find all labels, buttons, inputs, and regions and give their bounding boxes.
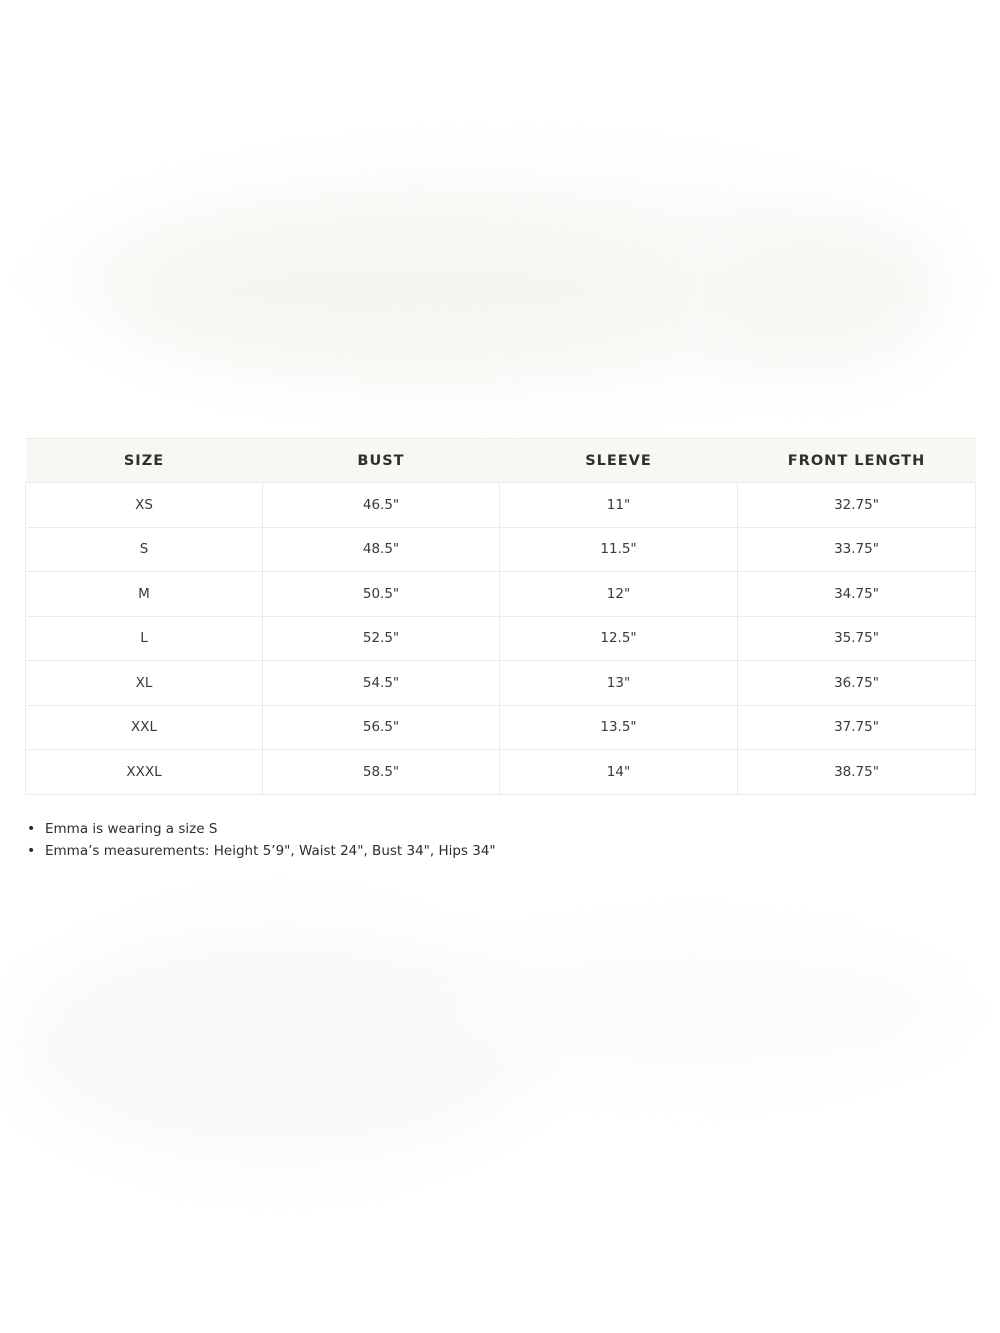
bust-cell: 54.5" bbox=[263, 661, 500, 706]
table-header-row bbox=[26, 439, 976, 483]
note-text: Emma is wearing a size S bbox=[45, 821, 218, 837]
size-cell: L bbox=[26, 616, 263, 661]
background-haze bbox=[430, 950, 950, 1070]
table-row bbox=[26, 616, 976, 661]
size-chart-table bbox=[25, 438, 976, 795]
front-length-cell: 34.75" bbox=[738, 572, 976, 617]
size-cell: M bbox=[26, 572, 263, 617]
bust-cell: 52.5" bbox=[263, 616, 500, 661]
column-header-front-length: FRONT LENGTH bbox=[738, 439, 976, 483]
table-row bbox=[26, 705, 976, 750]
sleeve-cell: 13" bbox=[500, 661, 738, 706]
table-row bbox=[26, 527, 976, 572]
bust-cell: 48.5" bbox=[263, 527, 500, 572]
bust-cell: 50.5" bbox=[263, 572, 500, 617]
sleeve-cell: 13.5" bbox=[500, 705, 738, 750]
table-row bbox=[26, 483, 976, 528]
bust-cell: 58.5" bbox=[263, 750, 500, 795]
sleeve-cell: 12.5" bbox=[500, 616, 738, 661]
size-cell: XXXL bbox=[26, 750, 263, 795]
model-notes-list bbox=[25, 818, 496, 862]
front-length-cell: 32.75" bbox=[738, 483, 976, 528]
front-length-cell: 33.75" bbox=[738, 527, 976, 572]
column-header-sleeve: SLEEVE bbox=[500, 439, 738, 483]
sleeve-cell: 14" bbox=[500, 750, 738, 795]
bullet-icon: • bbox=[27, 843, 36, 859]
background-haze bbox=[700, 225, 930, 365]
size-cell: XS bbox=[26, 483, 263, 528]
background-haze bbox=[60, 175, 940, 385]
note-text: Emma’s measurements: Height 5’9", Waist 24", Bust 34", Hips 34" bbox=[45, 843, 496, 859]
background-haze bbox=[130, 215, 690, 365]
front-length-cell: 38.75" bbox=[738, 750, 976, 795]
sleeve-cell: 11" bbox=[500, 483, 738, 528]
table-row bbox=[26, 572, 976, 617]
size-cell: XXL bbox=[26, 705, 263, 750]
bust-cell: 56.5" bbox=[263, 705, 500, 750]
front-length-cell: 36.75" bbox=[738, 661, 976, 706]
size-cell: S bbox=[26, 527, 263, 572]
table-row bbox=[26, 661, 976, 706]
table-row bbox=[26, 750, 976, 795]
front-length-cell: 35.75" bbox=[738, 616, 976, 661]
bust-cell: 46.5" bbox=[263, 483, 500, 528]
column-header-bust: BUST bbox=[263, 439, 500, 483]
list-item bbox=[25, 840, 496, 862]
size-cell: XL bbox=[26, 661, 263, 706]
background-haze bbox=[20, 930, 540, 1160]
list-item bbox=[25, 818, 496, 840]
sleeve-cell: 11.5" bbox=[500, 527, 738, 572]
bullet-icon: • bbox=[27, 821, 36, 837]
front-length-cell: 37.75" bbox=[738, 705, 976, 750]
column-header-size: SIZE bbox=[26, 439, 263, 483]
sleeve-cell: 12" bbox=[500, 572, 738, 617]
